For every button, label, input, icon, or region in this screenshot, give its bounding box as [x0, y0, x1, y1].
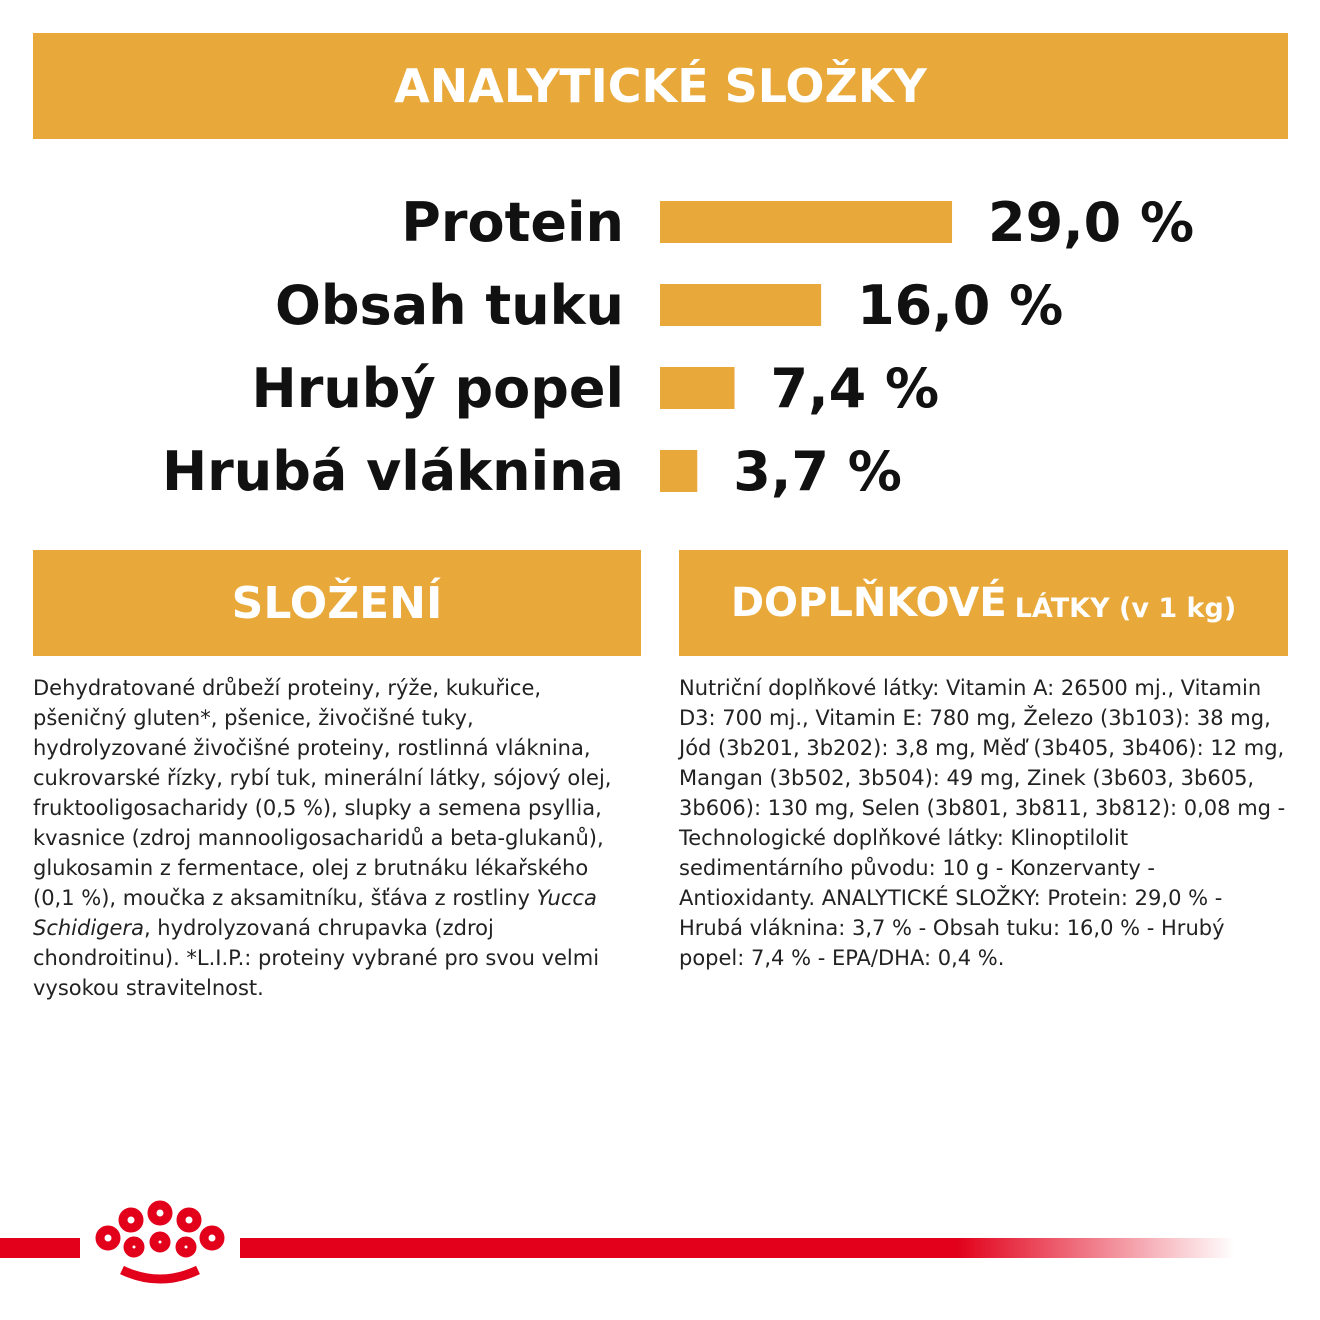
- footer-line-right: [240, 1238, 1235, 1258]
- analytic-title: ANALYTICKÉ SLOŽKY: [394, 59, 927, 113]
- category-label-hruba-vlaknina: Hrubá vláknina: [161, 440, 624, 503]
- composition-text-end: , hydrolyzovaná chrupavka (zdroj chondroitinu). *L.I.P.: proteiny vybrané pro svou velmi vysokou stravitelnost.: [33, 916, 600, 1000]
- value-label-hruba-vlaknina: 3,7 %: [733, 440, 902, 503]
- brand-footer: [0, 1200, 1320, 1300]
- additives-title-small: LÁTKY (v 1 kg): [1014, 592, 1237, 624]
- composition-title: SLOŽENÍ: [231, 577, 443, 629]
- category-label-hruby-popel: Hrubý popel: [251, 357, 624, 420]
- additives-banner: [679, 550, 1288, 656]
- composition-italic: Yucca Schidigera: [33, 886, 597, 940]
- value-label-obsah-tuku: 16,0 %: [857, 274, 1064, 337]
- crown-logo-icon: [100, 1205, 220, 1279]
- analytic-banner: [33, 33, 1288, 139]
- bar-obsah-tuku: [660, 284, 821, 326]
- bar-hruby-popel: [660, 367, 735, 409]
- bar-protein: [660, 201, 952, 243]
- value-label-hruby-popel: 7,4 %: [770, 357, 940, 420]
- footer-line-left: [0, 1238, 80, 1258]
- composition-banner: [33, 550, 641, 656]
- chart-marks: [162, 191, 1194, 503]
- composition-text-start: Dehydratované drůbeží proteiny, rýže, kukuřice, pšeničný gluten*, pšenice, živočišné tuky, hydrolyzované živočišné proteiny, rostlinná vláknina, cukrovarské řízky, rybí tuk, minerální látky, sójový olej, fruktooligosacharidy (0,5 %), slupky a semena psyllia, kvasnice (zdroj mannooligosacharidů a beta-glukanů), glukosamin z fermentace, olej z brutnáku lékařského (0,1 %), moučka z aksamitníku, šťáva z rostliny: [33, 676, 612, 910]
- category-label-obsah-tuku: Obsah tuku: [275, 274, 624, 337]
- additives-title-main: DOPLŇKOVÉ: [730, 580, 1007, 626]
- additives-text: Nutriční doplňkové látky: Vitamin A: 26500 mj., Vitamin D3: 700 mj., Vitamin E: 780 mg, Železo (3b103): 38 mg, Jód (3b201, 3b202): 3,8 mg, Měď (3b405, 3b406): 12 mg, Mangan (3b502, 3b504): 49 mg, Zinek (3b603, 3b605, 3b606): 130 mg, Selen (3b801, 3b811, 3b812): 0,08 mg - Technologické doplňkové látky: Klinoptilolit sedimentárního původu: 10 g - Konzervanty - Antioxidanty. ANALYTICKÉ SLOŽKY: Protein: 29,0 % - Hrubá vláknina: 3,7 % - Obsah tuku: 16,0 % - Hrubý popel: 7,4 % - EPA/DHA: 0,4 %.: [679, 676, 1286, 970]
- nutrient-bar-chart: [0, 160, 1320, 540]
- value-label-protein: 29,0 %: [988, 191, 1195, 254]
- composition-text: [33, 673, 633, 1003]
- category-label-protein: Protein: [401, 191, 624, 254]
- bar-hruba-vlaknina: [660, 450, 697, 492]
